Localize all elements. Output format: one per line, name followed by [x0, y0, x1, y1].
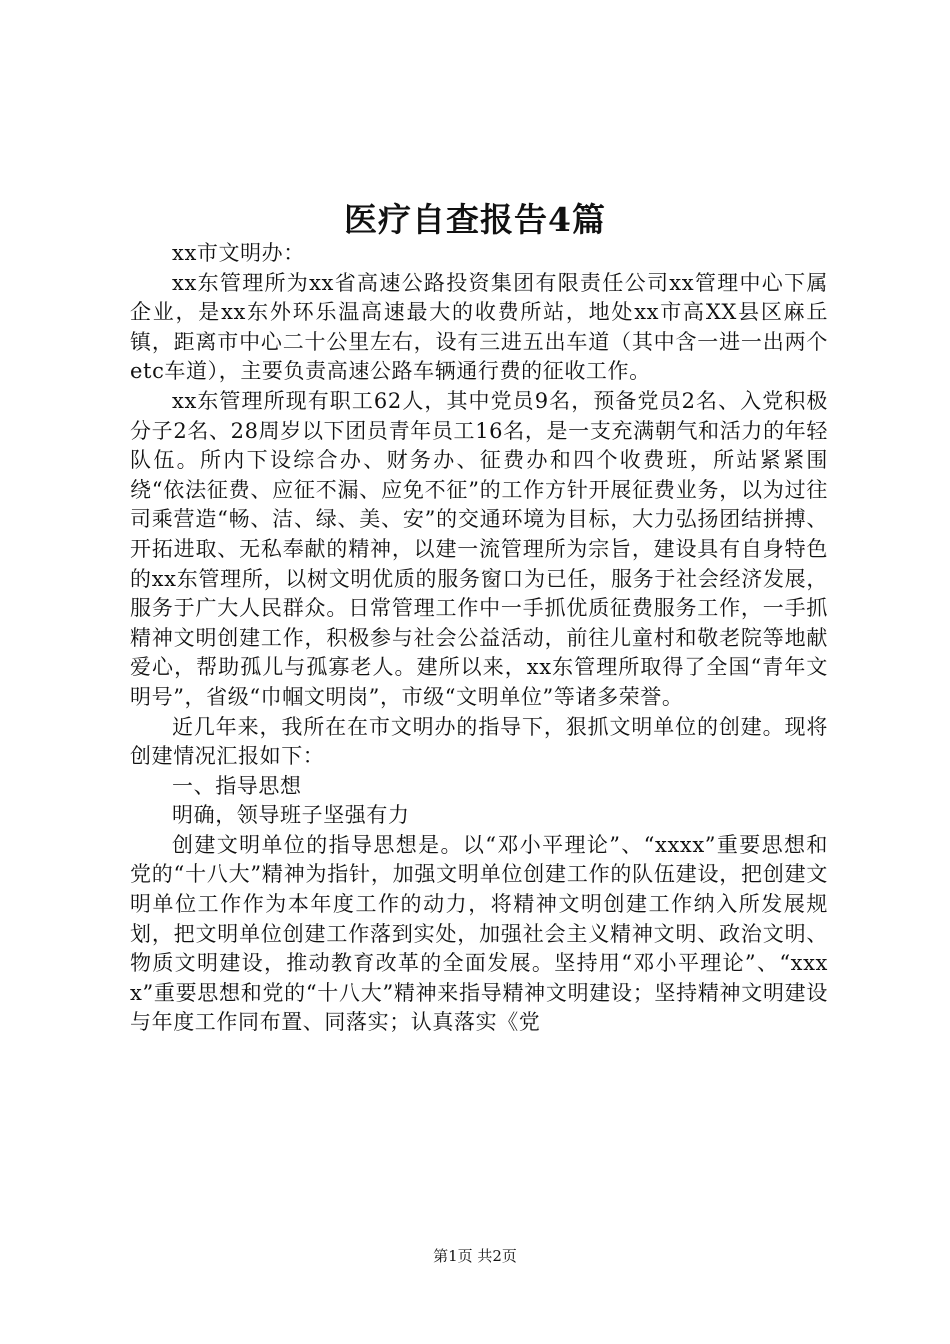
section-heading: 一、指导思想: [172, 773, 302, 798]
paragraph-intro: xx东管理所为xx省高速公路投资集团有限责任公司xx管理中心下属企业，是xx东外环乐温高速最大的收费所站，地处xx市高XX县区麻丘镇，距离市中心二十公里左右，设有三进五出车道（其中含一进一出两个etc车道），主要负责高速公路车辆通行费的征收工作。: [130, 270, 828, 384]
paragraph-guiding-thought: 创建文明单位的指导思想是。以“邓小平理论”、“xxxx”重要思想和党的“十八大”精神为指针，加强文明单位创建工作的队伍建设，把创建文明单位工作作为本年度工作的动力，将精神文明创建工作纳入所发展规划，把文明单位创建工作落到实处，加强社会主义精神文明、政治文明、物质文明建设，推动教育改革的全面发展。坚持用“邓小平理论”、“xxxx”重要思想和党的“十八大”精神来指导精神文明建设；坚持精神文明建设与年度工作同布置、同落实；认真落实《党: [130, 832, 828, 1035]
salutation: xx市文明办：: [172, 241, 305, 265]
document-title: 医疗自查报告4篇: [344, 200, 606, 240]
document-body: [130, 239, 828, 1038]
page-footer: 第1页 共2页: [433, 1247, 517, 1265]
paragraph-staff: xx东管理所现有职工62人，其中党员9名，预备党员2名、入党积极分子2名、28周岁以下团员青年员工16名，是一支充满朝气和活力的年轻队伍。所内下设综合办、财务办、征费办和四个收费班，所站紧紧围绕“依法征费、应征不漏、应免不征”的工作方针开展征费业务，以为过往司乘营造“畅、洁、绿、美、安”的交通环境为目标，大力弘扬团结拼搏、开拓进取、无私奉献的精神，以建一流管理所为宗旨，建设具有自身特色的xx东管理所，以树文明优质的服务窗口为已任，服务于社会经济发展，服务于广大人民群众。日常管理工作中一手抓优质征费服务工作，一手抓精神文明创建工作，积极参与社会公益活动，前往儿童村和敬老院等地献爱心，帮助孤儿与孤寡老人。建所以来，xx东管理所取得了全国“青年文明号”，省级“巾帼文明岗”，市级“文明单位”等诸多荣誉。: [130, 388, 828, 709]
subheading: 明确，领导班子坚强有力: [172, 803, 410, 828]
paragraph-summary: 近几年来，我所在在市文明办的指导下，狠抓文明单位的创建。现将创建情况汇报如下：: [130, 714, 828, 769]
